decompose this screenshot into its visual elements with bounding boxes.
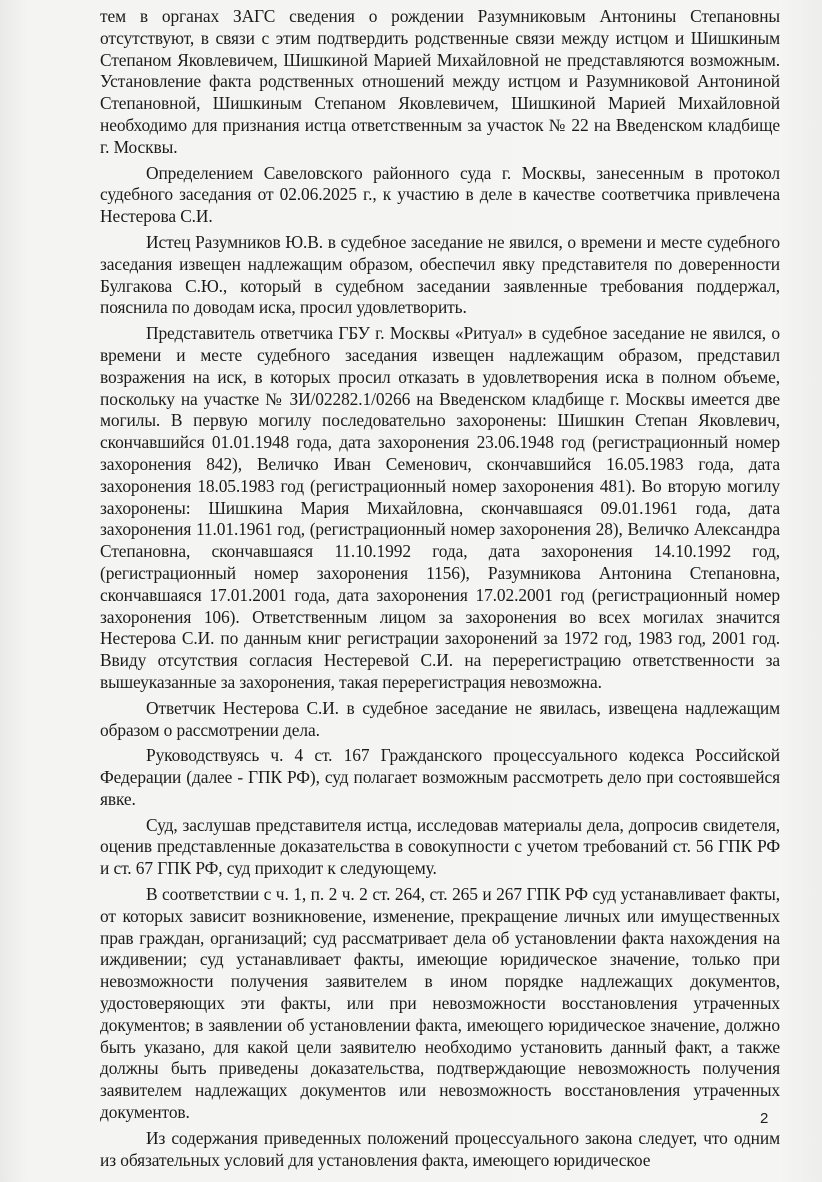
paragraph-defendant-representative: Представитель ответчика ГБУ г. Москвы «Ритуал» в судебное заседание не явился, о времени и месте судебного заседания извещен надлежащим образом, представил возражения на иск, в которых просил отказать в удовлетворения иска в полном объеме, поскольку на участке № ЗИ/02282.1/0266 на Введенском кладбище г. Москвы имеется две могилы. В первую могилу последовательно захоронены: Шишкин Степан Яковлевич, скончавшийся 01.01.1948 года, дата захоронения 23.06.1948 год (регистрационный номер захоронения 842), Величко Иван Семенович, скончавшийся 16.05.1983 года, дата захоронения 18.05.1983 год (регистрационный номер захоронения 481). Во вторую могилу захоронены: Шишкина Мария Михайловна, скончавшаяся 09.01.1961 года, дата захоронения 11.01.1961 год, (регистрационный номер захоронения 28), Величко Александра Степановна, скончавшаяся 11.10.1992 года, дата захоронения 14.10.1992 год, (регистрационный номер захоронения 1156), Разумникова Антонина Степановна, скончавшаяся 17.01.2001 года, дата захоронения 17.02.2001 год (регистрационный номер захоронения 106). Ответственным лицом за захоронения во всех могилах значится Нестерова С.И. по данным книг регистрации захоронений за 1972 год, 1983 год, 2001 год. Ввиду отсутствия согласия Нестеревой С.И. на перерегистрацию ответственности за вышеуказанные за захоронения, такая перерегистрация невозможна.: [100, 323, 780, 692]
paragraph-plaintiff: Истец Разумников Ю.В. в судебное заседание не явился, о времени и месте судебного заседания извещен надлежащим образом, обеспечил явку представителя по доверенности Булгакова С.Ю., который в судебном заседании заявленные требования поддержал, пояснила по доводам иска, просил удовлетворить.: [100, 231, 780, 318]
paragraph-court-assessment: Суд, заслушав представителя истца, исследовав материалы дела, допросив свидетеля, оценив представленные доказательства в совокупности с учетом требований ст. 56 ГПК РФ и ст. 67 ГПК РФ, суд приходит к следующему.: [100, 814, 780, 879]
paragraph-procedure: Руководствуясь ч. 4 ст. 167 Гражданского процессуального кодекса Российской Федерации (далее - ГПК РФ), суд полагает возможным рассмотреть дело при состоявшейся явке.: [100, 745, 780, 809]
paragraph-defendant: Ответчик Нестерова С.И. в судебное заседание не явилась, извещена надлежащим образом о рассмотрении дела.: [100, 697, 780, 740]
page-number: 2: [760, 1110, 769, 1127]
paragraph-conclusion-start: Из содержания приведенных положений процессуального закона следует, что одним из обязательных условий для установления факта, имеющего юридическое: [100, 1127, 780, 1170]
paragraph-continuation: тем в органах ЗАГС сведения о рождении Разумниковым Антонины Степановны отсутствуют, в связи с этим подтвердить родственные связи между истцом и Шишкиным Степаном Яковлевичем, Шишкиной Марией Михайловной не представляются возможным. Установление факта родственных отношений между истцом и Разумниковой Антониной Степановной, Шишкиным Степаном Яковлевичем, Шишкиной Марией Михайловной необходимо для признания истца ответственным за участок № 22 на Введенском кладбище г. Москвы.: [100, 6, 780, 157]
paragraph-legal-basis: В соответствии с ч. 1, п. 2 ч. 2 ст. 264, ст. 265 и 267 ГПК РФ суд устанавливает факты, от которых зависит возникновение, изменение, прекращение личных или имущественных прав граждан, организаций; суд рассматривает дела об установлении факта нахождения на иждивении; суд устанавливает факты, имеющие юридическое значение, только при невозможности получения заявителем в ином порядке надлежащих документов, удостоверяющих эти факты, или при невозможности восстановления утраченных документов; в заявлении об установлении факта, имеющего юридическое значение, должно быть указано, для какой цели заявителю необходимо установить данный факт, а также должны быть приведены доказательства, подтверждающие невозможность получения заявителем надлежащих документов или невозможность восстановления утраченных документов.: [100, 884, 780, 1123]
paragraph-court-ruling: Определением Савеловского районного суда г. Москвы, занесенным в протокол судебного заседания от 02.06.2025 г., к участию в деле в качестве соответчика привлечена Нестерова С.И.: [100, 162, 780, 227]
document-body: [100, 6, 780, 1171]
